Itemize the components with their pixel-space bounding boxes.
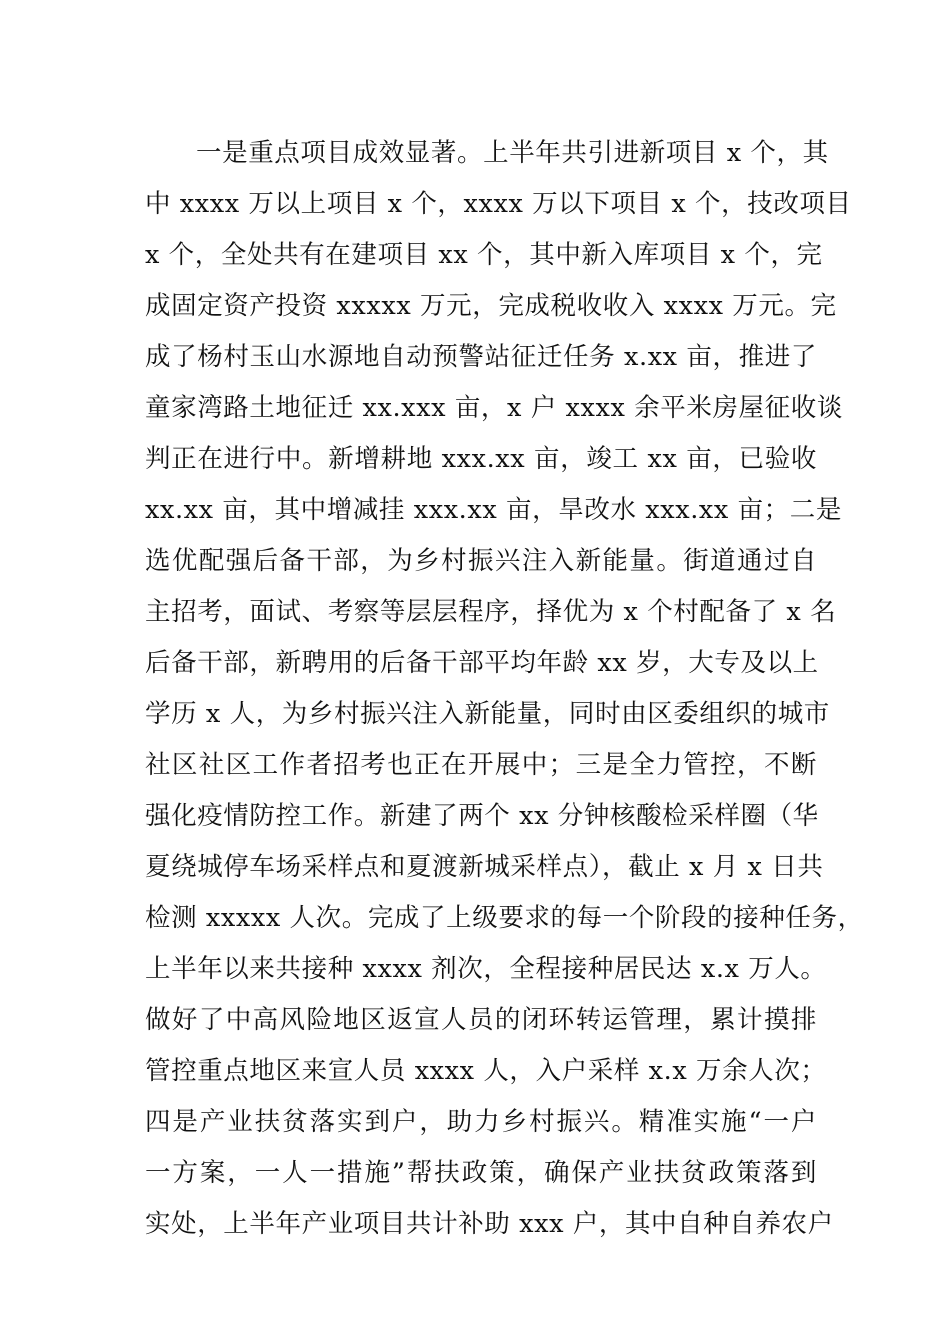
- text-line: 中 xxxx 万以上项目 x 个，xxxx 万以下项目 x 个，技改项目: [145, 189, 852, 219]
- text-line: 一方案，一人一措施”帮扶政策，确保产业扶贫政策落到: [145, 1158, 817, 1188]
- text-line: 童家湾路土地征迁 xx.xxx 亩，x 户 xxxx 余平米房屋征收谈: [145, 393, 843, 423]
- text-line: xx.xx 亩，其中增减挂 xxx.xx 亩，旱改水 xxx.xx 亩；二是: [145, 495, 842, 525]
- document-body: [145, 128, 864, 1250]
- text-line: 一是重点项目成效显著。上半年共引进新项目 x 个，其: [196, 138, 829, 168]
- text-line: 主招考，面试、考察等层层程序，择优为 x 个村配备了 x 名: [145, 597, 837, 627]
- text-line: 成固定资产投资 xxxxx 万元，完成税收收入 xxxx 万元。完: [145, 291, 837, 321]
- text-line: 管控重点地区来宣人员 xxxx 人，入户采样 x.x 万余人次；: [145, 1056, 827, 1086]
- text-line: 实处，上半年产业项目共计补助 xxx 户，其中自种自养农户: [145, 1209, 834, 1239]
- text-line: 强化疫情防控工作。新建了两个 xx 分钟核酸检采样圈（华: [145, 801, 819, 831]
- text-line: 检测 xxxxx 人次。完成了上级要求的每一个阶段的接种任务，: [145, 903, 864, 933]
- text-line: 学历 x 人，为乡村振兴注入新能量，同时由区委组织的城市: [145, 699, 830, 729]
- text-line: 判正在进行中。新增耕地 xxx.xx 亩，竣工 xx 亩，已验收: [145, 444, 817, 474]
- text-line: 社区社区工作者招考也正在开展中；三是全力管控，不断: [145, 750, 817, 780]
- text-line: 成了杨村玉山水源地自动预警站征迁任务 x.xx 亩，推进了: [145, 342, 817, 372]
- text-line: 四是产业扶贫落实到户，助力乡村振兴。精准实施“一户: [145, 1107, 817, 1137]
- text-line: 选优配强后备干部，为乡村振兴注入新能量。街道通过自: [145, 546, 817, 576]
- text-line: 夏绕城停车场采样点和夏渡新城采样点），截止 x 月 x 日共: [145, 852, 824, 882]
- text-line: 后备干部，新聘用的后备干部平均年龄 xx 岁，大专及以上: [145, 648, 819, 678]
- text-line: 上半年以来共接种 xxxx 剂次，全程接种居民达 x.x 万人。: [145, 954, 827, 984]
- text-line: 做好了中高风险地区返宣人员的闭环转运管理，累计摸排: [145, 1005, 817, 1035]
- text-line: x 个，全处共有在建项目 xx 个，其中新入库项目 x 个，完: [145, 240, 823, 270]
